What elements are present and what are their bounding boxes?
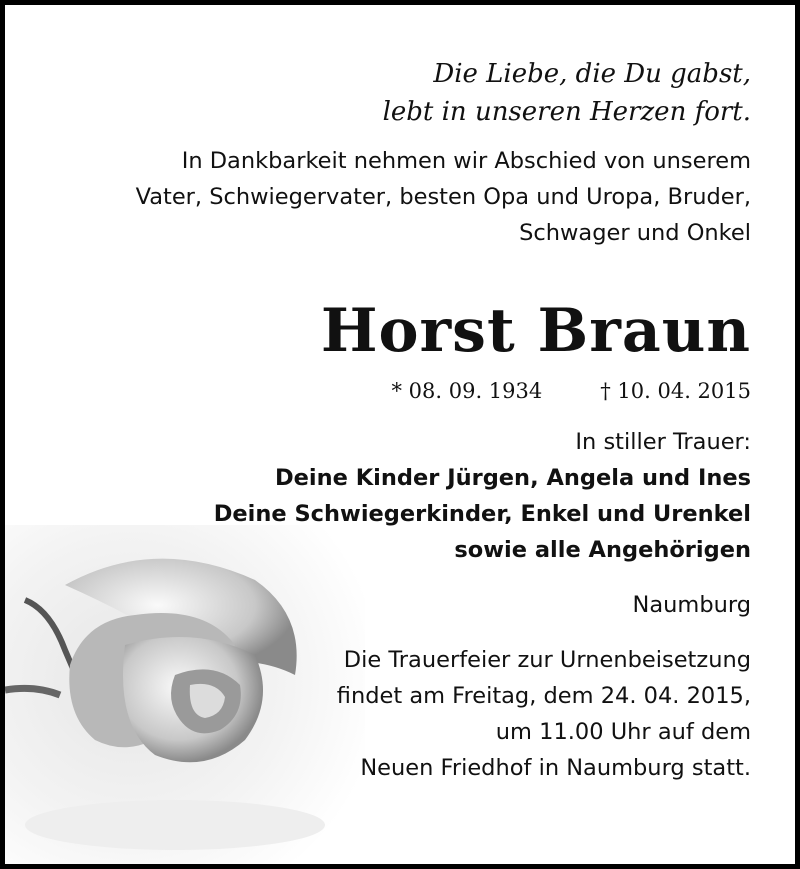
motto-line: lebt in unseren Herzen fort. — [382, 97, 751, 127]
mourner-line: Deine Schwiegerkinder, Enkel und Urenkel — [213, 501, 751, 527]
intro-line: In Dankbarkeit nehmen wir Abschied von unserem — [181, 148, 751, 174]
mourners-block — [45, 424, 751, 568]
birth-date: * 08. 09. 1934 — [391, 379, 543, 403]
place-name: Naumburg — [632, 592, 751, 618]
death-date: † 10. 04. 2015 — [600, 379, 751, 403]
intro-line: Schwager und Onkel — [519, 220, 751, 246]
life-dates — [45, 376, 751, 406]
mourning-lead: In stiller Trauer: — [575, 429, 751, 455]
mourner-line: Deine Kinder Jürgen, Angela und Ines — [274, 465, 751, 491]
ceremony-line: findet am Freitag, dem 24. 04. 2015, — [336, 683, 751, 709]
ceremony-line: Neuen Friedhof in Naumburg statt. — [360, 755, 751, 781]
motto-quote — [45, 55, 751, 131]
intro-text — [45, 143, 751, 251]
intro-line: Vater, Schwiegervater, besten Opa und Uropa, Bruder, — [135, 184, 751, 210]
ceremony-line: Die Trauerfeier zur Urnenbeisetzung — [343, 647, 751, 673]
deceased-name: Horst Braun — [320, 296, 751, 366]
motto-line: Die Liebe, die Du gabst, — [433, 59, 751, 89]
ceremony-line: um 11.00 Uhr auf dem — [495, 719, 751, 745]
notice-text — [45, 55, 751, 786]
ceremony-info — [45, 642, 751, 786]
mourner-line: sowie alle Angehörigen — [454, 537, 751, 563]
